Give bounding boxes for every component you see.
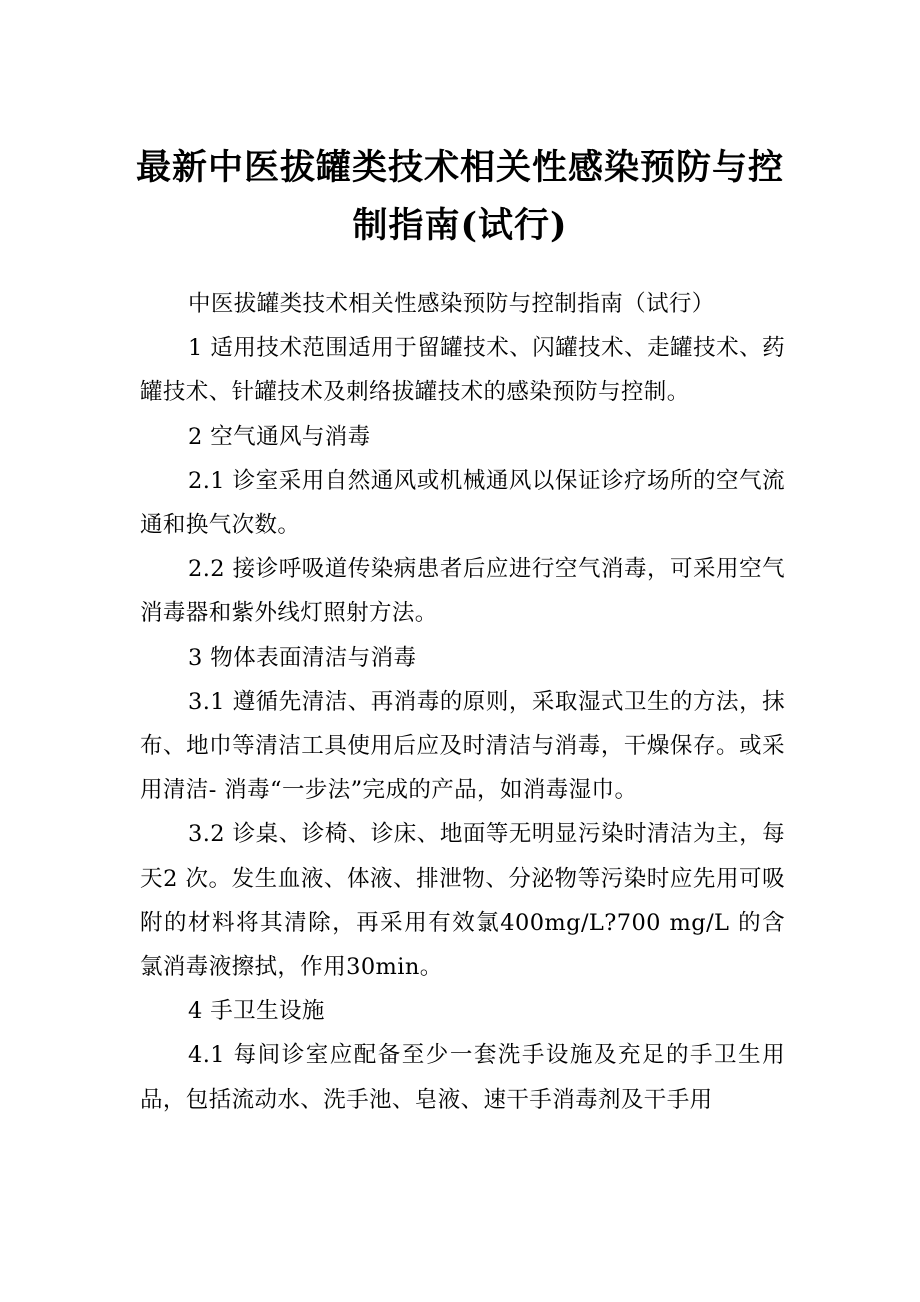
section-heading-4: 4 手卫生设施 (188, 998, 325, 1025)
paragraph-3-1: 3.1 遵循先清洁、再消毒的原则，采取湿式卫生的方法，抹布、地巾等清洁工具使用后应及时清洁与消毒，干燥保存。或采用清洁- 消毒“一步法”完成的产品，如消毒湿巾。 (140, 688, 785, 804)
document-title-line-2: 制指南(试行) (352, 205, 568, 246)
paragraph-3-2: 3.2 诊桌、诊椅、诊床、地面等无明显污染时清洁为主，每天2 次。发生血液、体液、排泄物、分泌物等污染时应先用可吸附的材料将其清除，再采用有效氯400mg/L?700 mg/L 的含氯消毒液擦拭，作用30min。 (140, 821, 785, 981)
paragraph-1-scope: 1 适用技术范围适用于留罐技术、闪罐技术、走罐技术、药罐技术、针罐技术及刺络拔罐技术的感染预防与控制。 (140, 335, 785, 406)
section-heading-2: 2 空气通风与消毒 (188, 423, 371, 450)
paragraph-2-2: 2.2 接诊呼吸道传染病患者后应进行空气消毒，可采用空气消毒器和紫外线灯照射方法。 (140, 556, 785, 627)
paragraph-4-1: 4.1 每间诊室应配备至少一套洗手设施及充足的手卫生用品，包括流动水、洗手池、皂液、速干手消毒剂及干手用 (140, 1042, 785, 1113)
section-heading-3: 3 物体表面清洁与消毒 (188, 644, 417, 671)
paragraph-2-1: 2.1 诊室采用自然通风或机械通风以保证诊疗场所的空气流通和换气次数。 (140, 467, 785, 539)
document-body (140, 282, 785, 1122)
paragraph-subtitle: 中医拔罐类技术相关性感染预防与控制指南（试行） (188, 291, 715, 317)
document-title-line-1: 最新中医拔罐类技术相关性感染预防与控 (135, 147, 784, 188)
